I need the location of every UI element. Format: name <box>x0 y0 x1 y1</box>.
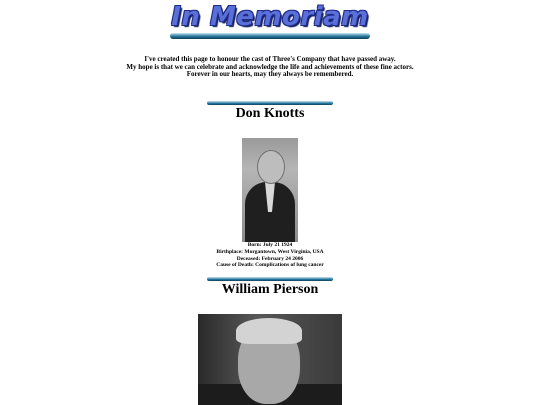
fact-birthplace: Birthplace: Morgantown, West Virginia, USA <box>216 248 324 255</box>
william-pierson-photo <box>198 314 342 405</box>
intro-text <box>60 56 480 79</box>
banner-title: In Memoriam <box>171 2 369 32</box>
intro-line-1: I've created this page to honour the cast of Three's Company that have passed away. <box>144 55 396 63</box>
photo-figure-hair <box>236 318 302 344</box>
intro-line-3: Forever in our hearts, may they always be remembered. <box>186 70 354 78</box>
banner-underline <box>170 33 370 39</box>
actor-name-william-pierson: William Pierson <box>221 282 319 297</box>
actor-name-don-knotts: Don Knotts <box>235 106 305 121</box>
fact-deceased: Deceased: February 24 2006 <box>236 255 304 262</box>
don-knotts-photo <box>242 138 298 242</box>
don-knotts-facts <box>160 242 380 269</box>
photo-figure-head <box>257 150 285 184</box>
intro-line-2: My hope is that we can celebrate and acknowledge the life and achievements of these fine actors. <box>126 62 414 71</box>
section-divider <box>207 277 333 281</box>
section-divider <box>207 101 333 105</box>
fact-cause: Cause of Death: Complications of lung cancer <box>216 262 324 269</box>
in-memoriam-banner <box>170 2 370 40</box>
fact-born: Born: July 21 1924 <box>247 242 293 248</box>
